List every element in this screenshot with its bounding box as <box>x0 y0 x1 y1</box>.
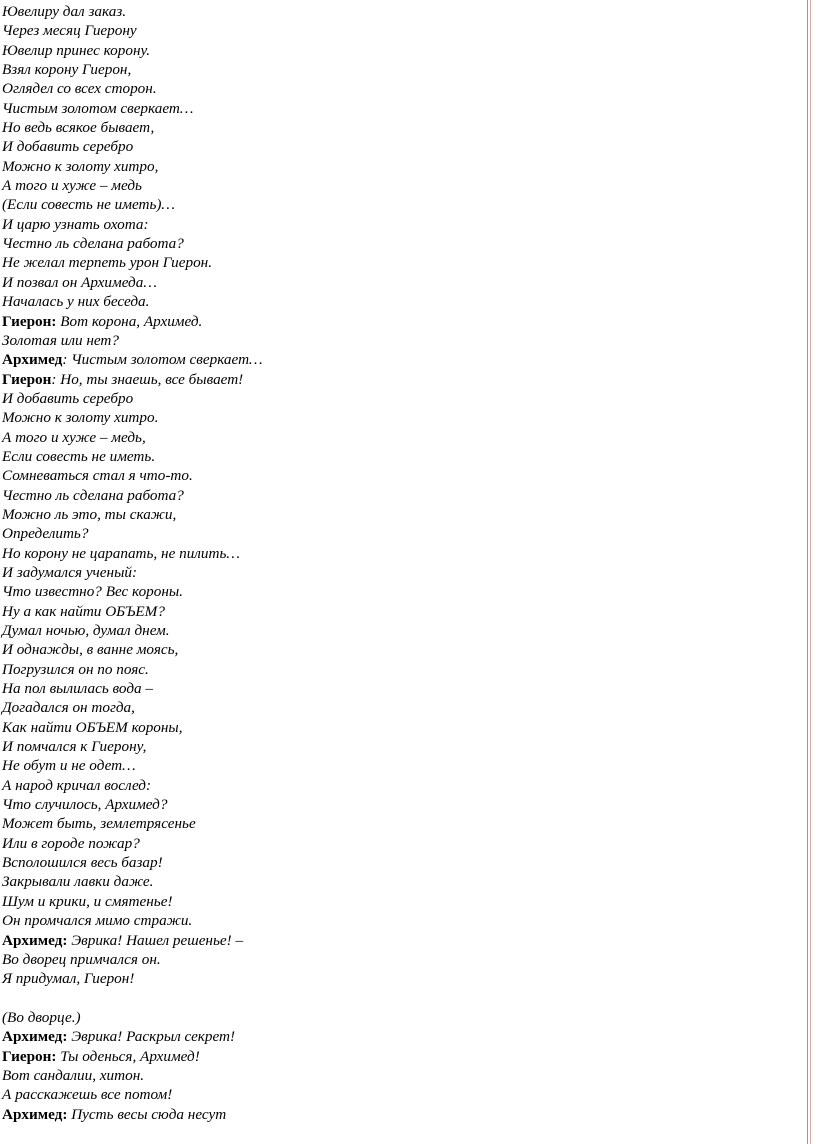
line-text: Всполошился весь базар! <box>2 854 163 872</box>
poem-line <box>2 370 762 389</box>
line-text: Пусть весы сюда несут <box>67 1105 227 1123</box>
line-text: Оглядел со всех сторон. <box>2 80 157 98</box>
poem-line <box>2 389 762 408</box>
poem-line <box>2 524 762 543</box>
poem-text <box>2 2 762 1124</box>
poem-line <box>2 602 762 621</box>
line-text: Эврика! Нашел решенье! – <box>67 931 244 949</box>
line-text: Ювелиру дал заказ. <box>2 3 127 20</box>
poem-line <box>2 1008 762 1027</box>
line-text: И однажды, в ванне моясь, <box>2 641 179 659</box>
line-text: Но корону не царапать, не пилить… <box>2 544 240 562</box>
poem-line <box>2 292 762 311</box>
line-text: На пол вылилась вода – <box>2 680 153 698</box>
line-text: А того и хуже – медь <box>2 177 142 195</box>
line-text: : Чистым золотом сверкает… <box>62 351 263 369</box>
poem-line <box>2 679 762 698</box>
line-text: Определить? <box>2 525 89 543</box>
line-text: Сомневаться стал я что-то. <box>2 467 193 485</box>
poem-line <box>2 486 762 505</box>
poem-line <box>2 544 762 563</box>
line-text: А того и хуже – медь, <box>2 428 146 446</box>
poem-line <box>2 834 762 853</box>
line-text: Вот сандалии, хитон. <box>2 1066 145 1084</box>
poem-line <box>2 756 762 775</box>
poem-line <box>2 195 762 214</box>
line-text: И добавить серебро <box>2 389 134 407</box>
poem-line <box>2 950 762 969</box>
line-text: Догадался он тогда, <box>2 699 135 717</box>
poem-line <box>2 1085 762 1104</box>
poem-line <box>2 718 762 737</box>
line-text: Я придумал, Гиерон! <box>2 970 135 988</box>
poem-line <box>2 814 762 833</box>
poem-line <box>2 795 762 814</box>
speaker-name: Архимед: <box>2 931 68 949</box>
poem-line <box>2 21 762 40</box>
poem-line <box>2 931 762 950</box>
line-text: Что случилось, Архимед? <box>2 796 168 814</box>
speaker-name: Архимед <box>2 351 63 369</box>
poem-line <box>2 563 762 582</box>
poem-line <box>2 408 762 427</box>
line-text: И добавить серебро <box>2 138 134 156</box>
poem-line <box>2 872 762 891</box>
page-margin-line <box>810 0 811 1144</box>
line-text: Взял корону Гиерон, <box>2 61 132 79</box>
line-text: А народ кричал вослед: <box>2 776 152 794</box>
line-text: И царю узнать охота: <box>2 215 149 233</box>
poem-line <box>2 1066 762 1085</box>
poem-line <box>2 853 762 872</box>
poem-line <box>2 428 762 447</box>
poem-line <box>2 157 762 176</box>
poem-line <box>2 969 762 988</box>
line-text: Погрузился он по пояс. <box>2 660 149 678</box>
line-text: (Во дворце.) <box>2 1008 81 1026</box>
line-text: Не обут и не одет… <box>2 757 136 775</box>
speaker-name: Гиерон: <box>2 312 57 330</box>
line-text: Ну а как найти ОБЪЕМ? <box>2 602 165 620</box>
line-text: Можно ль это, ты скажи, <box>2 505 177 523</box>
poem-line <box>2 176 762 195</box>
poem-line <box>2 989 762 1008</box>
line-text: Или в городе пожар? <box>2 834 140 852</box>
line-text: Что известно? Вес короны. <box>2 583 183 601</box>
poem-line <box>2 118 762 137</box>
poem-line <box>2 621 762 640</box>
line-text: Можно к золоту хитро, <box>2 157 159 175</box>
line-text: И позвал он Архимеда… <box>2 273 157 291</box>
speaker-name: Гиерон: <box>2 1047 57 1065</box>
line-text: Началась у них беседа. <box>2 293 150 311</box>
line-text: Ювелир принес корону. <box>2 41 151 59</box>
poem-line <box>2 892 762 911</box>
line-text: (Если совесть не иметь)… <box>2 196 175 214</box>
poem-line <box>2 582 762 601</box>
line-text: Чистым золотом сверкает… <box>2 99 194 117</box>
poem-line <box>2 137 762 156</box>
poem-line <box>2 79 762 98</box>
line-text: Честно ль сделана работа? <box>2 486 184 504</box>
line-text: И помчался к Гиерону, <box>2 738 147 756</box>
poem-line <box>2 215 762 234</box>
line-text: Вот корона, Архимед. <box>56 312 203 330</box>
line-text: Может быть, землетрясенье <box>2 815 196 833</box>
poem-line <box>2 660 762 679</box>
line-text: Шум и крики, и смятенье! <box>2 892 173 910</box>
poem-line <box>2 447 762 466</box>
line-text: Золотая или нет? <box>2 331 119 349</box>
poem-line <box>2 466 762 485</box>
poem-line <box>2 350 762 369</box>
poem-line <box>2 698 762 717</box>
poem-line <box>2 41 762 60</box>
poem-line <box>2 273 762 292</box>
poem-line <box>2 234 762 253</box>
line-text: Он промчался мимо стражи. <box>2 912 193 930</box>
speaker-name: Гиерон <box>2 370 52 388</box>
poem-line <box>2 737 762 756</box>
line-text: Закрывали лавки даже. <box>2 873 154 891</box>
poem-line <box>2 1105 762 1124</box>
speaker-name: Архимед: <box>2 1028 68 1046</box>
page-margin-line <box>807 0 808 1144</box>
poem-line <box>2 253 762 272</box>
poem-line <box>2 505 762 524</box>
speaker-name: Архимед: <box>2 1105 68 1123</box>
poem-line <box>2 776 762 795</box>
line-text: Думал ночью, думал днем. <box>2 622 170 639</box>
line-text: Ты оденься, Архимед! <box>56 1047 200 1065</box>
line-text: Эврика! Раскрыл секрет! <box>67 1028 236 1046</box>
line-text: Как найти ОБЪЕМ короны, <box>2 718 183 736</box>
poem-line <box>2 60 762 79</box>
line-text: А расскажешь все потом! <box>2 1086 173 1104</box>
line-text: Честно ль сделана работа? <box>2 235 184 253</box>
line-text: И задумался ученый: <box>2 563 138 581</box>
poem-line <box>2 1027 762 1046</box>
poem-line <box>2 911 762 930</box>
poem-line <box>2 1047 762 1066</box>
line-text: Во дворец примчался он. <box>2 950 161 968</box>
line-text: Через месяц Гиерону <box>2 22 137 40</box>
poem-line <box>2 640 762 659</box>
poem-line <box>2 2 762 21</box>
poem-line <box>2 312 762 331</box>
line-text: Но ведь всякое бывает, <box>2 119 155 137</box>
poem-line <box>2 331 762 350</box>
line-text: Если совесть не иметь. <box>2 447 156 465</box>
poem-line <box>2 99 762 118</box>
line-text: Не желал терпеть урон Гиерон. <box>2 254 212 272</box>
line-text: Можно к золоту хитро. <box>2 409 159 427</box>
line-text: : Но, ты знаешь, все бывает! <box>51 370 244 388</box>
